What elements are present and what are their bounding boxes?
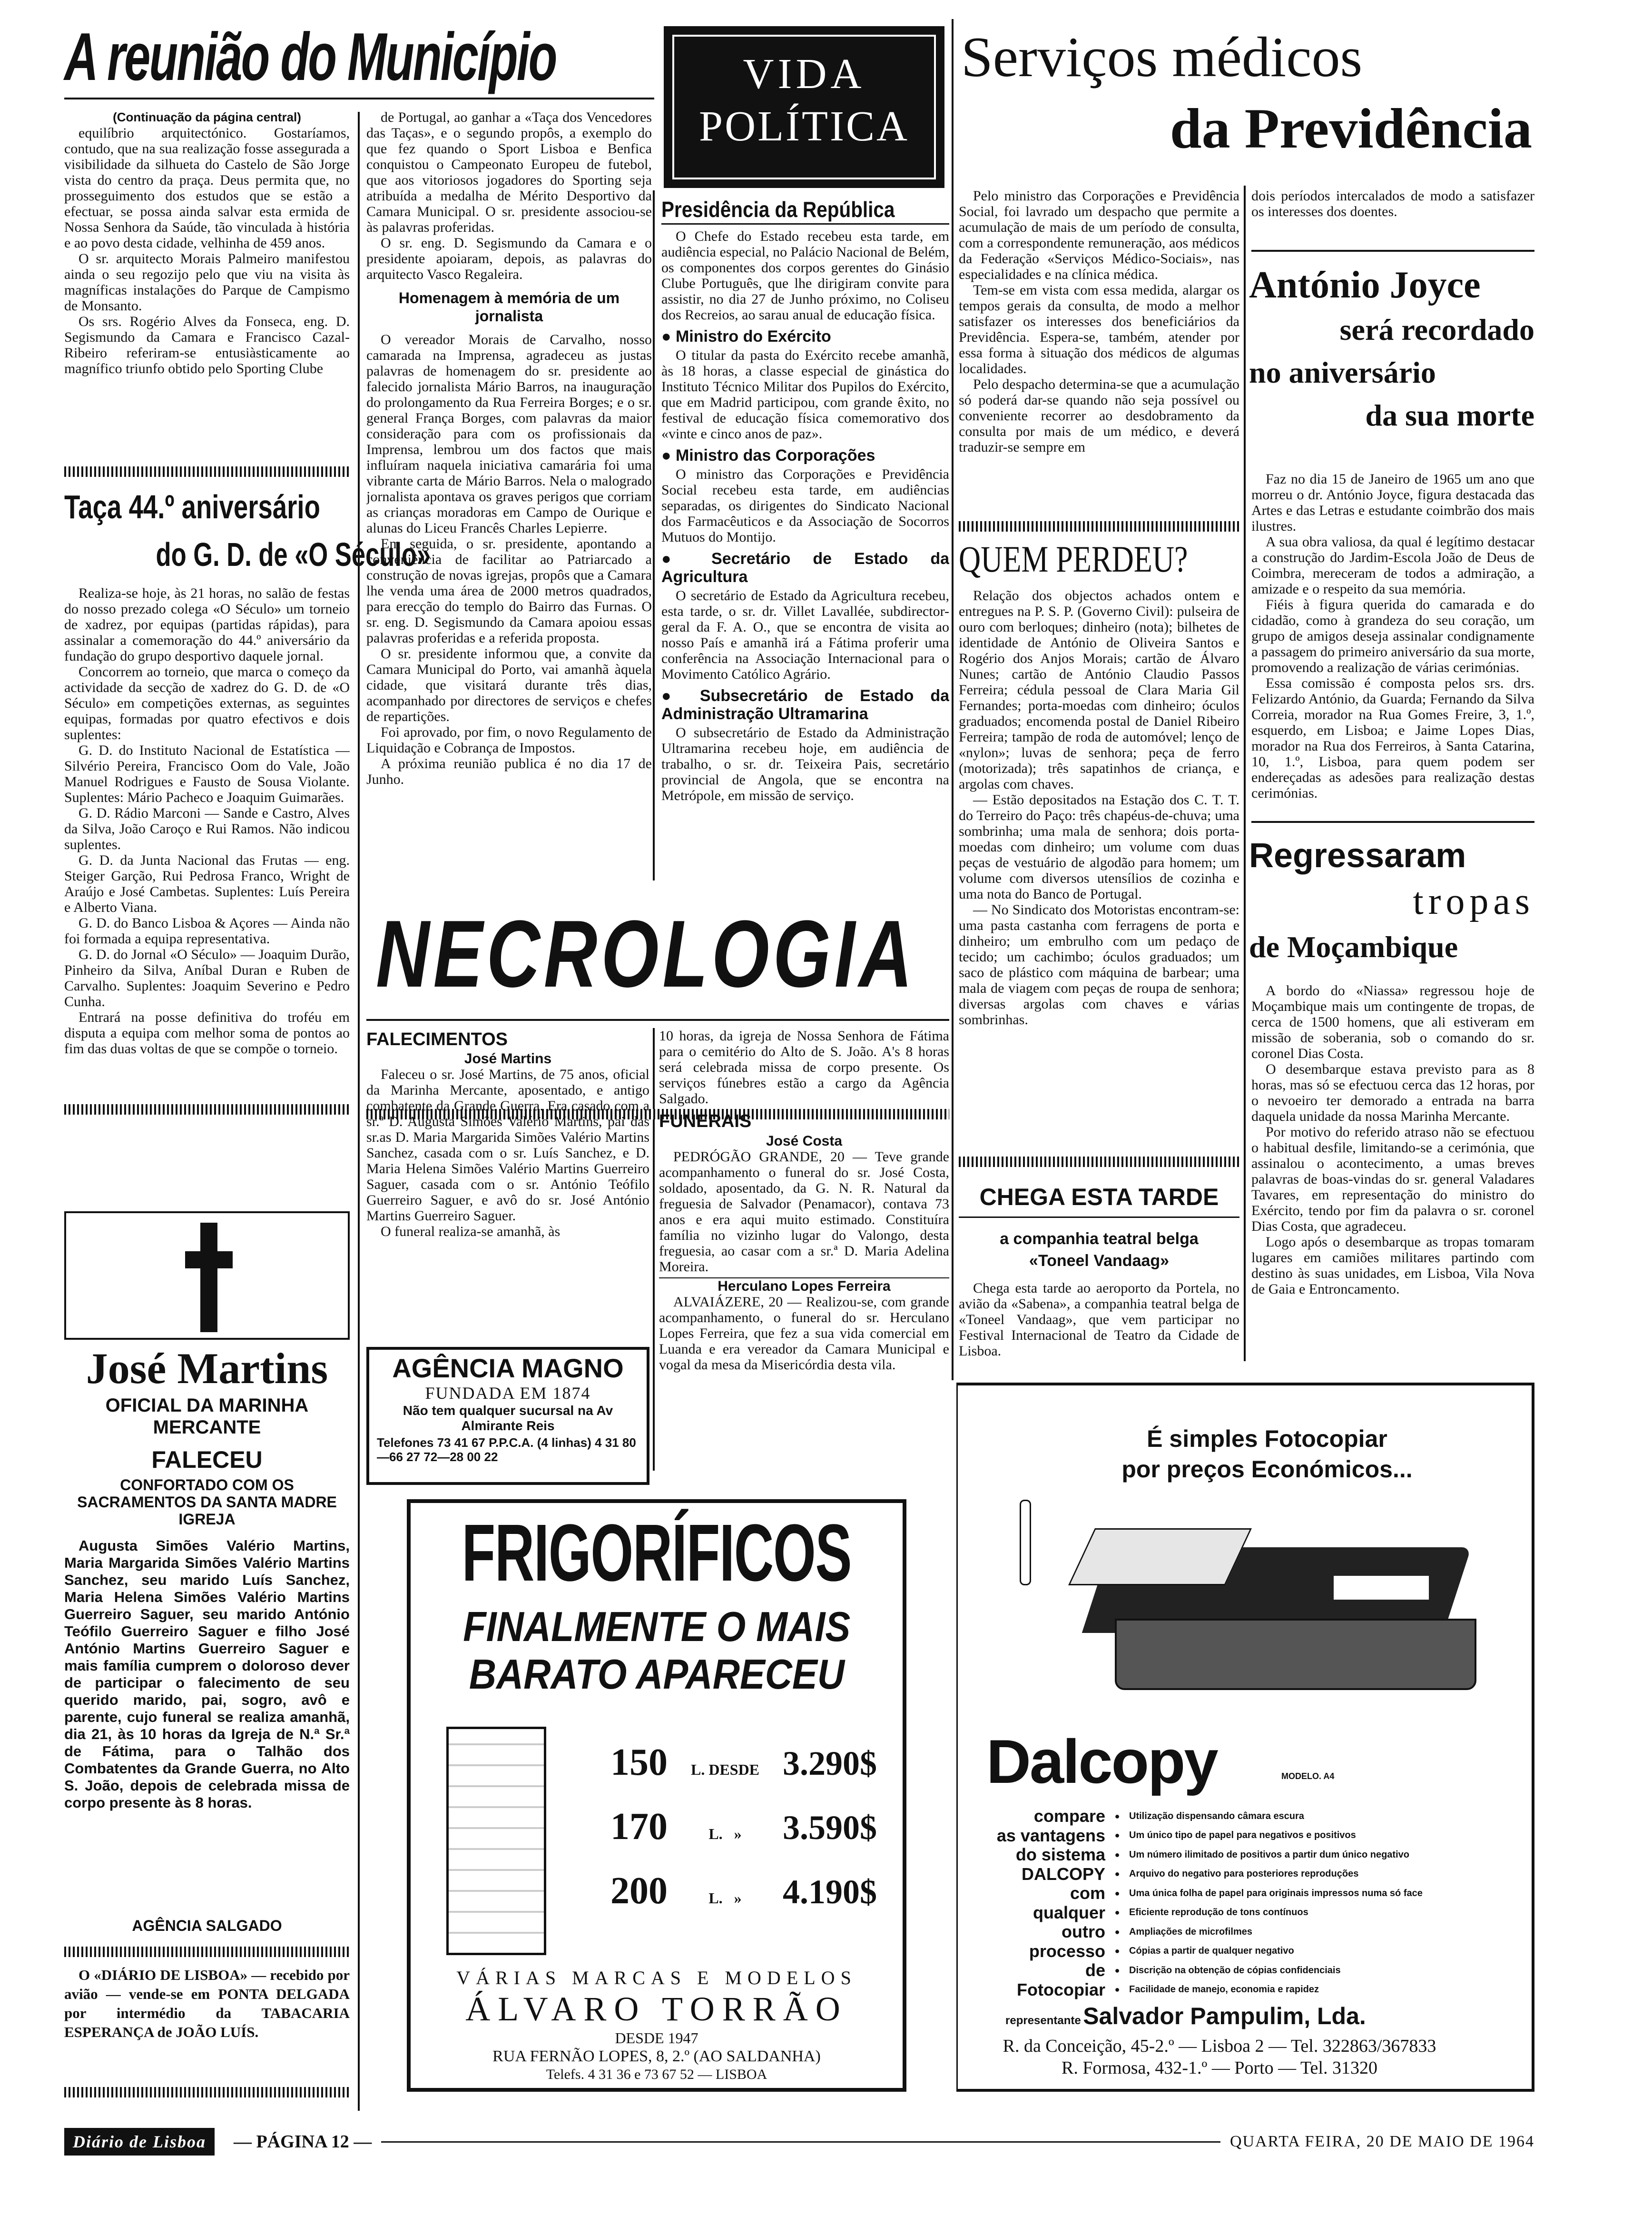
slogan-word: as vantagens <box>996 1825 1105 1845</box>
paragraph: A próxima reunião publica é no dia 17 de Junho. <box>366 756 652 787</box>
ad-title: AGÊNCIA MAGNO <box>392 1353 624 1383</box>
feature-list <box>977 1807 1524 1999</box>
paragraph: 10 horas, da igreja de Nossa Senhora de Fátima para o cemitério do Alto de S. João. A's 8 horas será celebrada missa de corpo presente. Os serviços fúnebres estão a cargo da Agência Salgado. <box>659 1028 949 1107</box>
subheading: ● Subsecretário de Estado da Administração Ultramarina <box>661 687 949 723</box>
ad-text: FUNDADA EM 1874 <box>425 1384 591 1403</box>
paragraph: G. D. do Jornal «O Século» — Joaquim Durão, Pinheiro da Silva, Aníbal Duran e Ruben de Carvalho. Suplentes: Joaquim Severino e Pedro Cunha. <box>64 947 350 1009</box>
paragraph: G. D. do Banco Lisboa & Açores — Ainda não foi formada a equipa representativa. <box>64 915 350 947</box>
continuation-note: (Continuação da página central) <box>113 110 301 124</box>
feature-text: Eficiente reprodução de tons contínuos <box>1129 1907 1308 1918</box>
price-row <box>610 1741 877 1805</box>
headline-line: da Previdência <box>1170 97 1532 160</box>
article-body <box>366 109 652 282</box>
unit: L. » <box>708 1825 742 1842</box>
slogan-word: Fotocopiar <box>1017 1979 1105 1999</box>
paragraph: G. D. da Junta Nacional das Frutas — eng. Steiger Garção, Rui Pedrosa Franco, Wright de Araújo e José Cambetas. Suplentes: Luís Pereira e Alberto Viana. <box>64 852 350 915</box>
paragraph: O ministro das Corporações e Previdência Social recebeu esta tarde, em audiências separadas, os dirigentes do Sindicato Nacional dos Farmacêuticos e da Associação de Socorros Mutuos do Montijo. <box>661 466 949 545</box>
slogan-word: de <box>1085 1960 1105 1980</box>
feature-row <box>977 1980 1524 2000</box>
vida-politica-box <box>664 26 944 188</box>
ad-tagline <box>1053 1424 1481 1484</box>
article-chega: Chega esta tarde ao aeroporto da Portela, no avião da «Sabena», a companhia teatral belga de «Toneel Vandaag», que vem participar no Festival Internacional de Teatro da Cidade de Lisboa. <box>959 1280 1239 1359</box>
paragraph: Tem-se em vista com essa medida, alargar os tempos gerais da consulta, de modo a melhor satisfazer os interesses dos beneficiários da Previdência. Espera-se, também, atender por essa forma à situação dos médicos de algumas localidades. <box>959 282 1239 376</box>
paragraph: Faz no dia 15 de Janeiro de 1965 um ano que morreu o dr. António Joyce, figura destacada das Artes e das Letras e estudante coimbrão dos mais ilustres. <box>1251 471 1534 534</box>
brand-logo: Dalcopy <box>986 1727 1217 1796</box>
price-row <box>610 1869 877 1934</box>
paragraph: Fiéis à figura querida do camarada e do cidadão, como à grandeza do seu coração, um grupo de amigos deseja assinalar condignamente a passagem do primeiro aniversário da sua morte, promovendo a realização de várias cerimónias. <box>1251 597 1534 675</box>
headline-municipio: A reunião do Município <box>64 19 556 95</box>
paragraph: O titular da pasta do Exército recebe amanhã, às 18 horas, a classe especial de ginástica do Instituto Técnico Militar dos Pupilos do Exército, que em Madrid participou, com grande êxito, no festival de educação física comemorativo dos «vinte e cinco anos de paz». <box>661 347 949 442</box>
headline-line: Regressaram <box>1249 837 1466 875</box>
feature-row <box>977 1807 1524 1826</box>
section-title: VIDA <box>743 50 865 98</box>
feature-text: Facilidade de manejo, economia e rapidez <box>1129 1984 1319 1995</box>
paragraph: O desembarque estava previsto para as 8 horas, mas só se efectuou cerca das 12 horas, por o nevoeiro ter demorado a entrada na barra daquela unidade da nossa Marinha Mercante. <box>1251 1061 1534 1124</box>
photocopier-illustration <box>1086 1528 1491 1704</box>
paragraph: equilíbrio arquitectónico. Gostaríamos, contudo, que na sua realização fosse assegurada a visibilidade da silhueta do Castelo de São Jorge vista do centro da praça. Deus permita que, no prosseguimento dos estudos que se estão a efectuar, se possa ainda salvar esta ermida de Nossa Senhora da Saúde, tão vinculada à história e ao povo desta cidade, velhinha de 459 anos. <box>64 125 350 251</box>
feature-text: Discrição na obtenção de cópias confidenciais <box>1129 1965 1341 1976</box>
article-taca <box>64 585 350 1099</box>
necrologia-col2 <box>659 1028 949 1456</box>
article-regressaram <box>1251 983 1534 1368</box>
address-line: R. Formosa, 432-1.º — Porto — Tel. 31320 <box>1062 2058 1377 2078</box>
column-rule <box>653 1028 655 1471</box>
paragraph: — Estão depositados na Estação dos C. T. T. do Terreiro do Paço: três chapéus-de-chuva; uma sombrinha; uma mala de senhora; dois porta-moedas com dinheiro; um volume com duas peças de vestuário de algodão para homem; um volume com diversos utensílios de cozinha e uma nota do Banco de Portugal. <box>959 792 1239 902</box>
section-title: POLÍTICA <box>699 103 909 150</box>
feature-text: Cópias a partir de qualquer negativo <box>1129 1946 1294 1957</box>
column-rule <box>952 19 954 1380</box>
slogan-word: com <box>1070 1883 1105 1903</box>
headline-line: da sua morte <box>1365 398 1534 432</box>
capacity: 200 <box>610 1870 668 1912</box>
paragraph: G. D. Rádio Marconi — Sande e Castro, Alves da Silva, João Caroço e Rui Ramos. Não indicou suplentes. <box>64 805 350 852</box>
article-joyce <box>1251 471 1534 814</box>
article-servicos-col2: dois períodos intercalados de modo a satisfazer os interesses dos doentes. <box>1251 188 1534 219</box>
paragraph: Em seguida, o sr. presidente, apontando a conveniência de facilitar ao Patriarcado a construção de novas igrejas, propôs que a Camara lhe venda uma área de 2000 metros quadrados, para erecção do templo do Bairro das Furnas. O sr. eng. D. Segismundo da Camara apoiou essas palavras proferidas e a referida proposta. <box>366 536 652 646</box>
ad-text: DESDE 1947 <box>615 2029 698 2047</box>
feature-row <box>977 1865 1524 1884</box>
logo-seal-icon <box>1020 1500 1031 1585</box>
masthead-logo: Diário de Lisboa <box>64 2128 215 2156</box>
feature-text: Uma única folha de papel para originais impressos numa só face <box>1129 1888 1423 1899</box>
headline-servicos <box>961 21 1532 164</box>
headline-joyce <box>1249 262 1534 437</box>
bullet-icon: ● <box>1114 1985 1120 1995</box>
paragraph: Concorrem ao torneio, que marca o começo da actividade da secção de xadrez do G. D. de «O Século» em competições externas, as seguintes equipas, formadas por quatro efectivos e dois suplentes: <box>64 664 350 742</box>
divider <box>959 521 1239 532</box>
paragraph: G. D. do Instituto Nacional de Estatística — Silvério Pereira, Francisco Oom do Vale, João Manuel Rodrigues e Fausto de Sousa Violante. Suplentes: Mário Pacheco e Joaquim Guimarães. <box>64 742 350 805</box>
ad-title: FRIGORÍFICOS <box>462 1508 852 1598</box>
article-quem-perdeu <box>959 588 1239 1145</box>
paragraph: O vereador Morais de Carvalho, nosso camarada na Imprensa, agradeceu as justas palavras de homenagem do sr. presidente ao falecido jornalista Mário Barros, na inauguração do prolongamento da Rua Ferreira Borges; e o sr. general França Borges, com palavras da maior consideração para com os profissionais da Imprensa, lembrou um dos factos que mais influíram naquela iniciativa camarária foi uma vibrante carta de Mário Barros. Nela o malogrado jornalista apontava os graves perigos que corriam as crianças moradoras em Campo de Ourique e alunas do Liceu Francês Charles Lepierre. <box>366 332 652 536</box>
paragraph: O secretário de Estado da Agricultura recebeu, esta tarde, o sr. dr. Villet Lavallée, subdirector-geral da F. A. O., que se encontra de visita ao nosso País e amanhã irá a Fátima proferir uma conferência na Associação Internacional para o Movimento Católico Agrário. <box>661 588 949 682</box>
slogan-word: compare <box>1033 1806 1105 1826</box>
rep-name: Salvador Pampulim, Lda. <box>1083 2003 1366 2029</box>
article-servicos-col1 <box>959 188 1239 516</box>
funeral-agency: AGÊNCIA SALGADO <box>132 1917 282 1934</box>
page-footer <box>64 2127 1534 2156</box>
article-body <box>366 1067 649 1239</box>
subheading: ● Ministro do Exército <box>661 327 949 346</box>
paragraph: PEDRÓGÃO GRANDE, 20 — Teve grande acompanhamento o funeral do sr. José Costa, soldado, aposentado, da G. N. R. Natural da freguesia de Salvador (Penamacor), contava 73 anos e era aqui muito estimado. Constituíra família no vizinho lugar do Valongo, desta freguesia, ao casar com a sr.ª D. Maria Adelina Moreira. <box>659 1149 949 1275</box>
subheading: Homenagem à memória de um jornalista <box>398 289 620 325</box>
obituary-notice <box>64 1342 350 1935</box>
feature-row <box>977 1922 1524 1942</box>
paragraph: O sr. presidente informou que, a convite da Camara Municipal do Porto, vai amanhã àquela cidade, que visitará durante três dias, acompanhado por directores de serviços e chefes de repartições. <box>366 646 652 724</box>
bullet-icon: ● <box>1114 1811 1120 1821</box>
column-rule <box>653 190 655 880</box>
divider <box>64 1104 350 1115</box>
headline-line: no aniversário <box>1249 356 1436 389</box>
agencia-magno-ad <box>366 1347 649 1485</box>
feature-text: Utilização dispensando câmara escura <box>1129 1810 1304 1821</box>
address-line: R. da Conceição, 45-2.º — Lisboa 2 — Tel. 322863/367833 <box>1003 2036 1436 2056</box>
headline-line: Taça 44.º aniversário <box>64 488 320 525</box>
headline-necrologia: NECROLOGIA <box>376 901 916 1007</box>
cross-icon <box>185 1223 233 1332</box>
subheading: FUNERAIS <box>659 1111 752 1131</box>
slogan-word: DALCOPY <box>1021 1864 1105 1884</box>
headline-taca <box>64 483 431 581</box>
divider <box>959 1157 1239 1167</box>
paragraph: A bordo do «Niassa» regressou hoje de Moçambique mais um contingente de tropas, de cerca de 1500 homens, que ali estiveram em missão de soberania, sob o comando do sr. coronel Dias Costa. <box>1251 983 1534 1061</box>
bullet-icon: ● <box>1114 1888 1120 1898</box>
feature-text: Um único tipo de papel para negativos e positivos <box>1129 1830 1356 1841</box>
column-rule <box>358 112 360 2111</box>
page-number: — PÁGINA 12 — <box>234 2132 372 2152</box>
headline-quem-perdeu: QUEM PERDEU? <box>959 538 1188 580</box>
bullet-icon: ● <box>1114 1830 1120 1840</box>
headline-line: será recordado <box>1339 313 1534 346</box>
deceased-title: OFICIAL DA MARINHA MERCANTE <box>105 1395 309 1438</box>
bullet-icon: ● <box>1114 1965 1120 1975</box>
model-label: MODELO. A4 <box>1281 1771 1335 1781</box>
subheadline-chega <box>959 1228 1239 1272</box>
ad-tagline: BARATO APARECEU <box>469 1651 845 1698</box>
faleceu-label: FALECEU <box>151 1446 263 1473</box>
ad-address: RUA FERNÃO LOPES, 8, 2.º (AO SALDANHA) <box>492 2047 821 2065</box>
capacity: 150 <box>610 1741 668 1783</box>
feature-text: Arquivo do negativo para posteriores reproduções <box>1129 1869 1359 1879</box>
divider <box>64 2087 350 2097</box>
frigorificos-ad <box>407 1499 906 2092</box>
slogan-word: do sistema <box>1015 1845 1105 1865</box>
headline-municipio-wrap <box>64 17 654 98</box>
paragraph: Essa comissão é composta pelos srs. drs. Felizardo António, da Guarda; Fernando da Silva Correia, morador na Rua Gomes Freire, 3, 1.º, esquerdo, em Lisboa; e Jaime Lopes Dias, morador na Rua dos Ferreiros, à Santa Catarina, 10, 1.º, Lisboa, para quem podem ser endereçadas as adesões para realização destas cerimónias. <box>1251 675 1534 801</box>
paragraph: O sr. arquitecto Morais Palmeiro manifestou ainda o seu regozijo pelo que viu na visita às magníficas instalações do Parque de Campismo de Monsanto. <box>64 251 350 314</box>
paragraph: Pelo ministro das Corporações e Previdência Social, foi lavrado um despacho que permite a acumulação de mais de um período de consulta, com a correspondente remuneração, aos médicos da Federação «Serviços Médico-Sociais», nas especialidades e na clínica médica. <box>959 188 1239 282</box>
headline-regressaram <box>1249 833 1534 970</box>
headline-line: de Moçambique <box>1249 930 1458 964</box>
article-vida-politica <box>661 195 949 876</box>
paragraph: O funeral realiza-se amanhã, às <box>381 1224 560 1239</box>
paragraph: ALVAIÁZERE, 20 — Realizou-se, com grande acompanhamento, o funeral do sr. Herculano Lopes Ferreira, que fez a sua vida comercial em Luanda e era vereador da Camara Municipal e vogal da mesa da Misericórdia desta vila. <box>659 1294 949 1373</box>
ad-text: VÁRIAS MARCAS E MODELOS <box>456 1967 857 1988</box>
paragraph: Pelo despacho determina-se que a acumulação só poderá dar-se quando não seja possível ou conveniente recorrer ao desdobramento da consulta por mais de um médico, e deverá traduzir-se sempre em <box>959 376 1239 455</box>
ad-text: Não tem qualquer sucursal na Av Almirante Reis <box>403 1403 613 1433</box>
paragraph: O subsecretário de Estado da Administração Ultramarina recebeu hoje, em audiência de trabalho, o sr. dr. Teixeira Pais, secretário provincial de Angola, que se encontra na Metrópole, em missão de serviço. <box>661 725 949 803</box>
obituary-body: Augusta Simões Valério Martins, Maria Margarida Simões Valério Martins Sanchez, seu marido Luís Sanchez, Maria Helena Simões Valério Martins Guerreiro Saguer, seu marido António Teófilo Guerreiro Saguer e filho José António Martins Guerreiro Saguer e mais família cumprem o doloroso dever de participar o falecimento de seu querido marido, pai, sogro, avô e parente, cujo funeral se realiza amanhã, dia 21, às 10 horas da Igreja de N.ª Sr.ª de Fátima, para o Talhão dos Combatentes da Grande Guerra, no Alto S. João, depois de celebrada missa de corpo presente às 8 horas. <box>64 1537 350 1811</box>
tagline-line: É simples Fotocopiar <box>1147 1425 1387 1452</box>
paragraph: — No Sindicato dos Motoristas encontram-se: uma pasta castanha com ferragens de porta e dinheiro; um embrulho com um pedaço de tecido; um cachimbo; óculos graduados; um saco de plástico com máquina de barbear; uma mala de viagem com peças de roupa de senhora; diversas argolas com chaves e várias sombrinhas. <box>959 902 1239 1028</box>
rep-label: representante <box>1005 2014 1081 2027</box>
necrologia-col1 <box>366 1028 649 1333</box>
headline-necrologia-wrap <box>366 890 949 1021</box>
price: 3.290$ <box>782 1744 877 1782</box>
headline-quem-perdeu-wrap <box>959 534 1239 584</box>
subheading: Herculano Lopes Ferreira <box>659 1277 949 1294</box>
feature-text: Ampliações de microfilmes <box>1129 1926 1252 1937</box>
column-rule <box>1244 186 1246 1361</box>
headline-line: tropas <box>1413 880 1534 922</box>
price: 4.190$ <box>783 1873 877 1911</box>
addresses <box>958 2035 1481 2079</box>
refrigerator-illustration <box>446 1727 594 1955</box>
bullet-icon: ● <box>1114 1946 1120 1956</box>
slogan-word: processo <box>1029 1941 1105 1961</box>
paragraph: Foi aprovado, por fim, o novo Regulamento de Liquidação e Cobrança de Impostos. <box>366 724 652 756</box>
subheading: Presidência da República <box>661 197 895 222</box>
headline-line: António Joyce <box>1249 264 1481 306</box>
ad-phones: Telefs. 4 31 36 e 73 67 52 — LISBOA <box>546 2067 767 2082</box>
paragraph: Os srs. Rogério Alves da Fonseca, eng. D. Segismundo da Camara e Francisco Cazal-Ribeiro referiram-se entusiàsticamente ao magnífico triunfo obtido pelo Sporting Clube <box>64 314 350 376</box>
feature-row <box>977 1826 1524 1846</box>
slogan-word: qualquer <box>1032 1902 1105 1922</box>
headline-line: Serviços médicos <box>961 25 1363 89</box>
article-municipio-col1 <box>64 109 350 466</box>
bullet-icon: ● <box>1114 1908 1120 1918</box>
paragraph: Realiza-se hoje, às 21 horas, no salão de festas do nosso prezado colega «O Século» um torneio de xadrez, por equipas (partidas rápidas), para assinalar a comemoração do 44.º aniversário da fundação do grupo desportivo daquele jornal. <box>64 585 350 664</box>
bullet-icon: ● <box>1114 1849 1120 1859</box>
feature-row <box>977 1942 1524 1961</box>
deceased-name: José Martins <box>86 1344 328 1393</box>
subheading: FALECIMENTOS <box>366 1029 508 1049</box>
tagline-line: por preços Económicos... <box>1121 1456 1413 1483</box>
subheading: José Martins <box>464 1051 552 1067</box>
feature-text: Um número ilimitado de positivos a partir dum único negativo <box>1129 1849 1409 1860</box>
paragraph: Logo após o desembarque as tropas tomaram lugares em camiões militares partindo com destino às suas unidades, em Lisboa, Vila Nova de Gaia e Entroncamento. <box>1251 1234 1534 1297</box>
capacity: 170 <box>610 1806 668 1848</box>
ad-phones: Telefones 73 41 67 P.P.C.A. (4 linhas) 4 31 80—66 27 72—28 00 22 <box>377 1435 636 1464</box>
feature-row <box>977 1961 1524 1980</box>
price-list <box>610 1741 877 1934</box>
subheading: «Toneel Vandaag» <box>1029 1252 1170 1270</box>
sacraments-note: CONFORTADO COM OS SACRAMENTOS DA SANTA MADRE IGREJA <box>77 1476 337 1528</box>
paragraph: A sua obra valiosa, da qual é legítimo destacar a construção do Jardim-Escola João de Deus de Coimbra, mereceram de todos a admiração, a amizade e o respeito da sua memória. <box>1251 534 1534 597</box>
unit: L. » <box>708 1889 742 1907</box>
dalcopy-ad <box>956 1383 1534 2092</box>
diario-notice: O «DIÁRIO DE LISBOA» — recebido por avião — vende-se em PONTA DELGADA por intermédio da TABACARIA ESPERANÇA de JOÃO LUÍS. <box>64 1967 350 2040</box>
ad-tagline: FINALMENTE O MAIS <box>463 1603 850 1650</box>
paragraph: O sr. eng. D. Segismundo da Camara e o presidente apoiaram, depois, as palavras do arquitecto Vasco Regaleira. <box>366 235 652 282</box>
price: 3.590$ <box>783 1809 877 1847</box>
feature-row <box>977 1845 1524 1865</box>
subheading: a companhia teatral belga <box>1000 1230 1199 1248</box>
paragraph: de Portugal, ao ganhar a «Taça dos Vencedores das Taças», e o segundo propôs, a exemplo do que fez quando o Sport Lisboa e Benfica conquistou o Campeonato Europeu de futebol, que aos vitoriosos jogadores do Sporting seja atribuída a medalha de Mérito Desportivo da Camara Municipal. O sr. presidente associou-se às palavras proferidas. <box>366 109 652 235</box>
subheading: ● Secretário de Estado da Agricultura <box>661 550 949 586</box>
paragraph: Entrará na posse definitiva do troféu em disputa a equipa com melhor soma de pontos ao fim das duas voltas de que se compõe o torneio. <box>64 1009 350 1057</box>
slogan-word: outro <box>1062 1922 1105 1942</box>
paragraph: O Chefe do Estado recebeu esta tarde, em audiência especial, no Palácio Nacional de Belém, os componentes dos corpos gerentes do Ginásio Clube Português, que lhe dirigiram convite para assistir, no dia 27 de Junho próximo, no Coliseu dos Recreios, ao sarau anual de educação física. <box>661 228 949 323</box>
bullet-icon: ● <box>1114 1927 1120 1937</box>
headline-line: do G. D. de «O Século» <box>156 536 431 573</box>
subheading: José Costa <box>766 1133 843 1149</box>
feature-row <box>977 1903 1524 1923</box>
unit: L. DESDE <box>690 1761 760 1778</box>
divider <box>64 466 350 477</box>
ad-company: ÁLVARO TORRÃO <box>465 1990 848 2028</box>
bullet-icon: ● <box>1114 1869 1120 1879</box>
headline-chega: CHEGA ESTA TARDE <box>959 1178 1239 1218</box>
price-row <box>610 1805 877 1869</box>
cross-box <box>64 1211 350 1340</box>
paragraph: Faleceu o sr. José Martins, de 75 anos, oficial da Marinha Mercante, aposentado, e antigo combatente da Grande Guerra. Era casado com a sr.ª D. Augusta Simões Valério Martins, pai das sr.as D. Maria Margarida Simões Valério Martins Sanchez, casada com o sr. Luís Sanchez, e D. Maria Helena Simões Valério Martins Guerreiro Saguer, casada com o sr. António Teófilo Guerreiro Saguer, e avô do sr. José António Martins Guerreiro Saguer. <box>366 1067 649 1224</box>
representative <box>1005 2002 1366 2037</box>
paragraph: Por motivo do referido atraso não se efectuou o habitual desfile, limitando-se a cerimónia, que assinalou o acontecimento, a umas breves palavras de boas-vindas do sr. general Valadares Tavares, em representação do ministro do Exército, tendo por fim da palavra o sr. coronel Dias Costa, que agradeceu. <box>1251 1124 1534 1234</box>
issue-date: QUARTA FEIRA, 20 DE MAIO DE 1964 <box>1229 2133 1534 2150</box>
paragraph: Relação dos objectos achados ontem e entregues na P. S. P. (Governo Civil): pulseira de ouro com berloques; dinheiro (nota); bilhetes de identidade de António de Oliveira Santos e Rogério dos Anjos Morais; cartão de Álvaro Nunes; cartão de António Claudio Passos Ferreira; cédula pessoal de Clara Maria Gil Fernandes; porta-moedas com dinheiro; óculos graduados; encomenda postal de Daniel Ribeiro Ferreira; tampão de roda de automóvel; lenço de «nylon»; luvas de senhora; peça de ferro (motorizada); três sapatinhos de criança, e argolas com chaves. <box>959 588 1239 792</box>
subheading: ● Ministro das Corporações <box>661 446 949 465</box>
divider <box>64 1947 350 1957</box>
feature-row <box>977 1884 1524 1903</box>
article-body <box>64 125 350 376</box>
